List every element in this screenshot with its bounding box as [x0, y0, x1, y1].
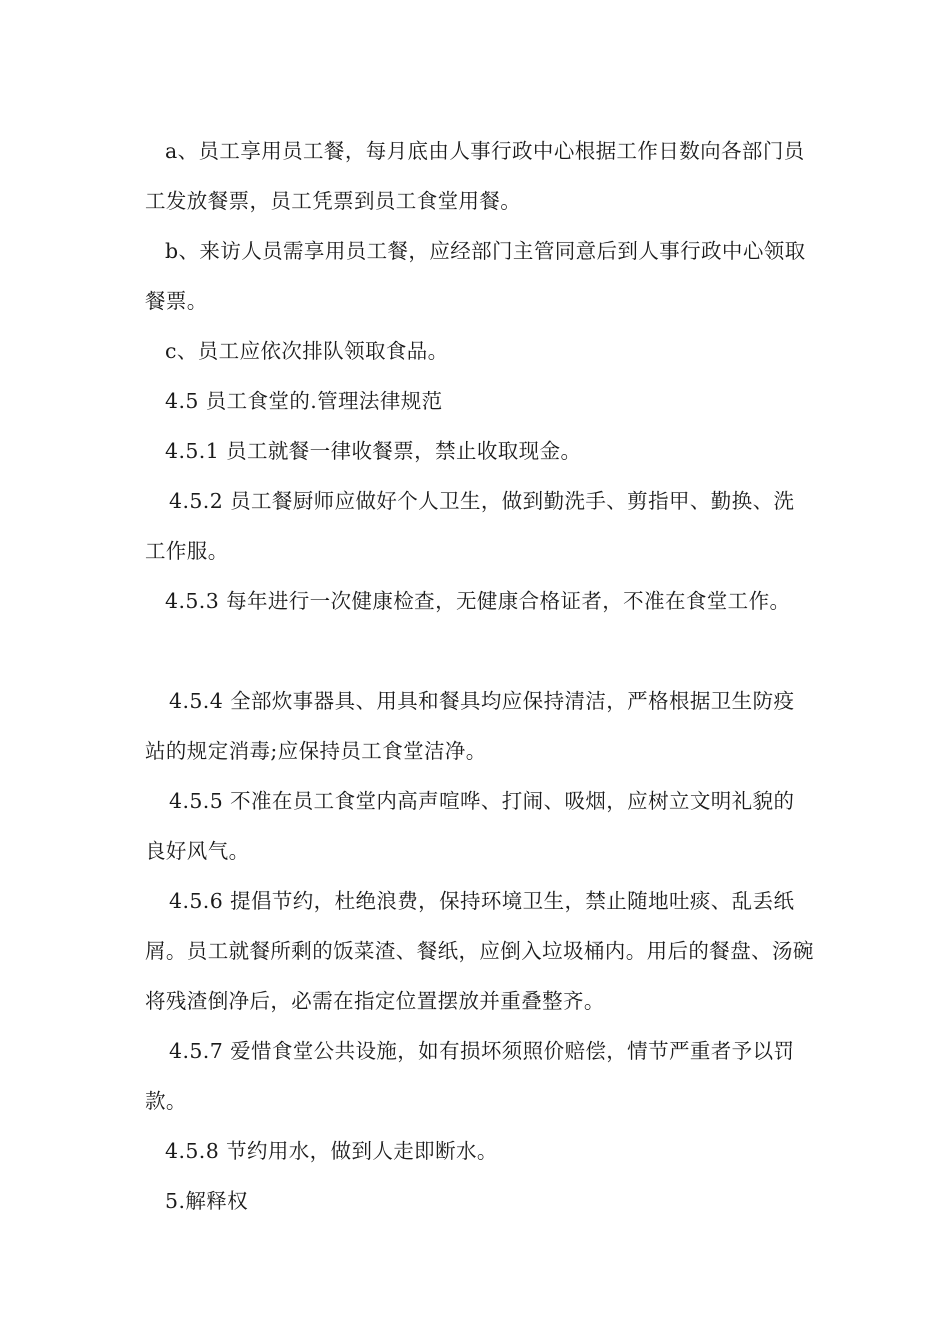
- clause-4-5-6: 4.5.6 提倡节约，杜绝浪费，保持环境卫生，禁止随地吐痰、乱丢纸屑。员工就餐所剩的饭菜渣、餐纸，应倒入垃圾桶内。用后的餐盘、汤碗将残渣倒净后，必需在指定位置摆放并重叠整齐。: [145, 889, 814, 1013]
- clause-4-5-2: 4.5.2 员工餐厨师应做好个人卫生，做到勤洗手、剪指甲、勤换、洗工作服。: [145, 489, 795, 563]
- section-heading-4-5: 4.5 员工食堂的.管理法律规范: [165, 389, 443, 413]
- clause-4-5-8: 4.5.8 节约用水，做到人走即断水。: [165, 1139, 498, 1163]
- clause-4-5-1: 4.5.1 员工就餐一律收餐票，禁止收取现金。: [165, 439, 582, 463]
- clause-4-5-5: 4.5.5 不准在员工食堂内高声喧哗、打闹、吸烟，应树立文明礼貌的良好风气。: [145, 789, 795, 863]
- paragraph-b: b、来访人员需享用员工餐，应经部门主管同意后到人事行政中心领取餐票。: [145, 239, 806, 313]
- clause-4-5-4: 4.5.4 全部炊事器具、用具和餐具均应保持清洁，严格根据卫生防疫站的规定消毒;应保持员工食堂洁净。: [145, 689, 795, 763]
- clause-4-5-7: 4.5.7 爱惜食堂公共设施，如有损坏须照价赔偿，情节严重者予以罚款。: [145, 1039, 795, 1113]
- paragraph-a: a、员工享用员工餐，每月底由人事行政中心根据工作日数向各部门员工发放餐票，员工凭票到员工食堂用餐。: [145, 139, 805, 213]
- paragraph-c: c、员工应依次排队领取食品。: [165, 339, 449, 363]
- clause-4-5-3: 4.5.3 每年进行一次健康检查，无健康合格证者，不准在食堂工作。: [165, 589, 791, 613]
- section-heading-5: 5.解释权: [165, 1189, 249, 1213]
